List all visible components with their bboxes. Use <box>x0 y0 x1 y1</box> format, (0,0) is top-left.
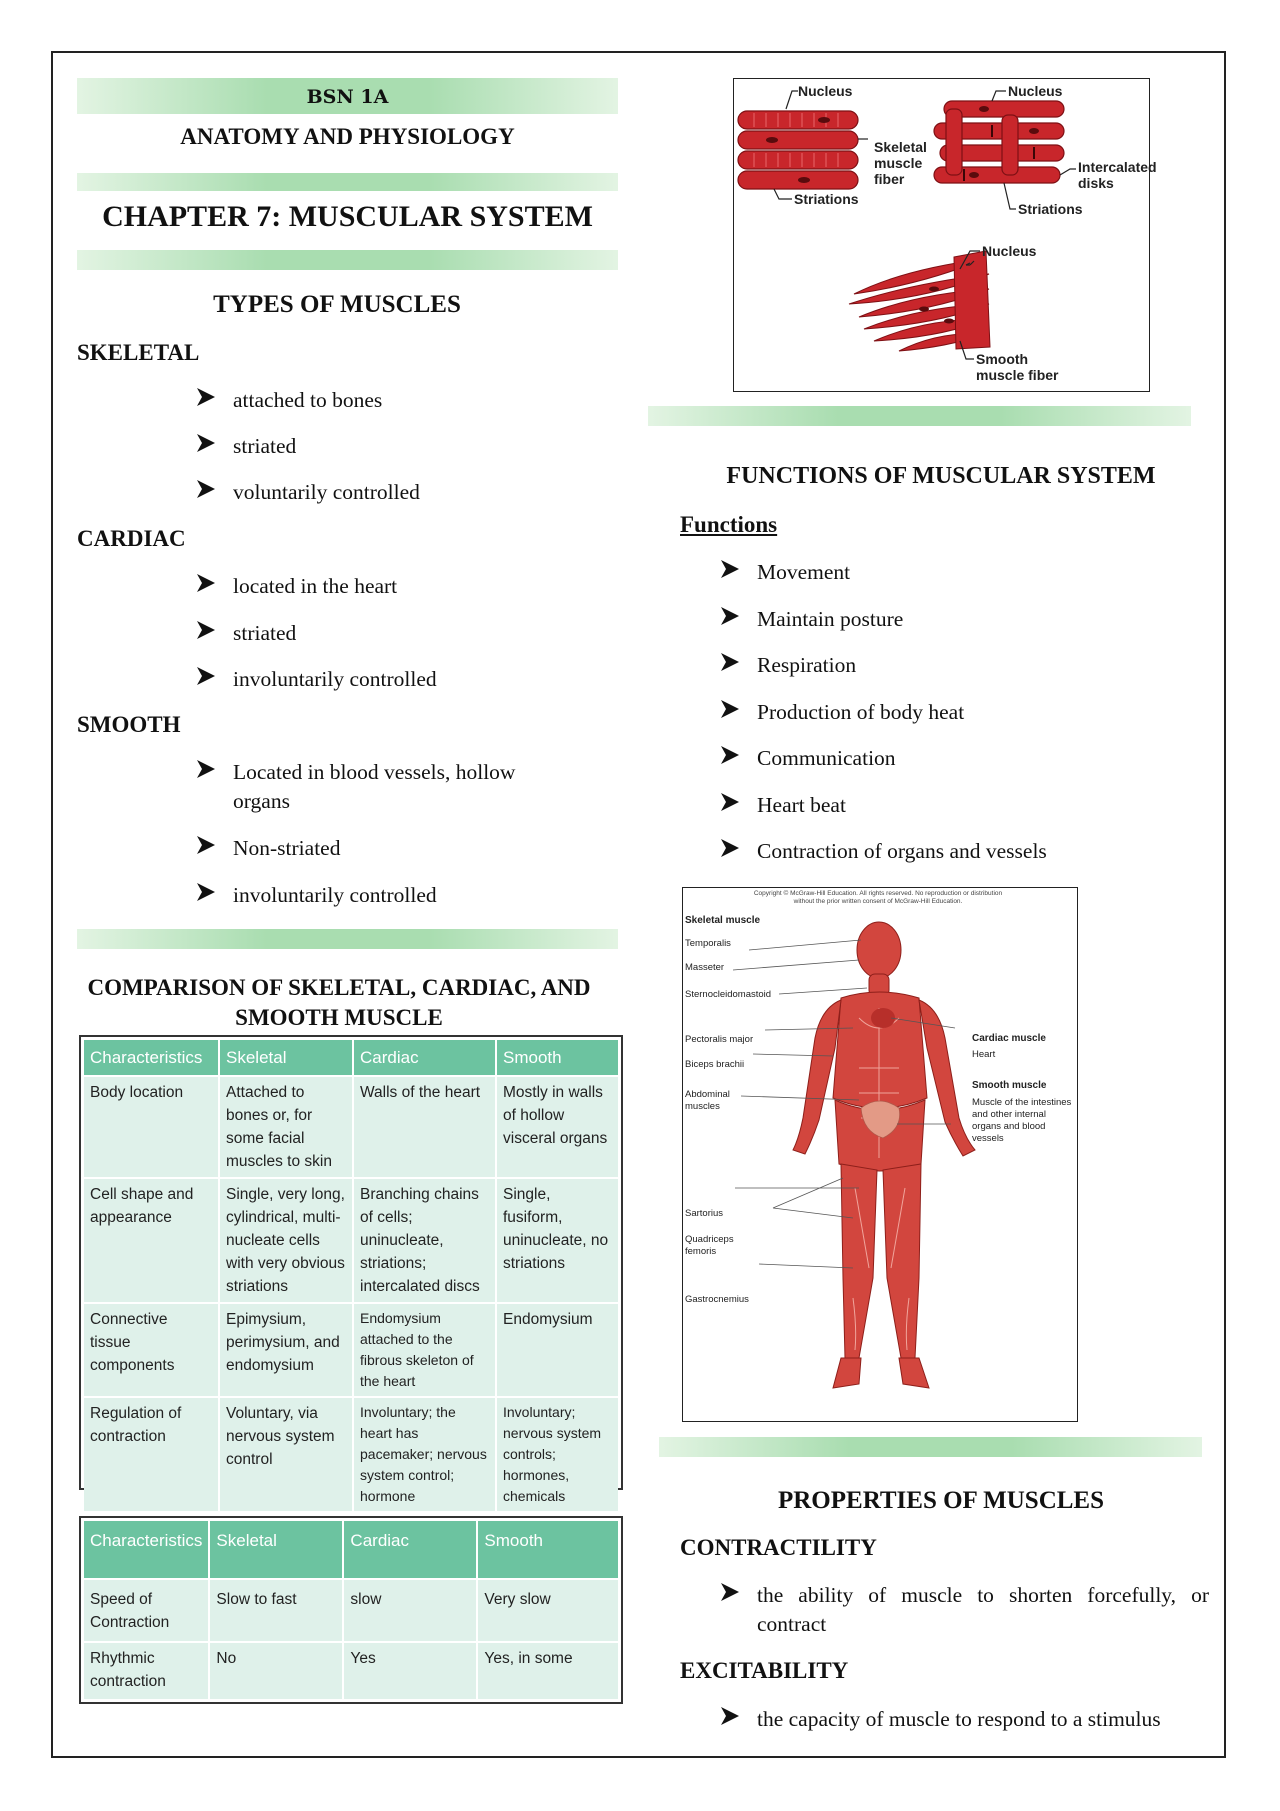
table-cell: Endomysium <box>496 1303 618 1397</box>
table-row <box>84 1642 618 1699</box>
table-cell: Yes, in some <box>477 1642 618 1699</box>
arrow-bullet-icon <box>195 834 217 856</box>
list-item: Non-striated <box>195 834 575 863</box>
table-cell: Speed of Contraction <box>84 1579 209 1642</box>
functions-title: FUNCTIONS OF MUSCULAR SYSTEM <box>726 463 1156 489</box>
arrow-bullet-icon <box>719 605 741 627</box>
label-skeletal-fiber: Skeletal muscle fiber <box>874 139 927 187</box>
list-item: Heart beat <box>719 791 1199 820</box>
label-masseter: Masseter <box>685 962 725 973</box>
label-smooth-fiber: Smooth muscle fiber <box>976 351 1059 383</box>
properties-title: PROPERTIES OF MUSCLES <box>777 1487 1105 1514</box>
table-header: Smooth <box>477 1521 618 1579</box>
table-header: Skeletal <box>209 1521 343 1579</box>
label-nucleus-skeletal: Nucleus <box>798 83 853 99</box>
label-heart: Heart <box>972 1049 996 1060</box>
label-gastrocnemius: Gastrocnemius <box>685 1294 749 1305</box>
table-cell: Attached to bones or, for some facial muscles to skin <box>219 1076 353 1178</box>
table-cell: Body location <box>84 1076 219 1178</box>
label-quadriceps-femoris: Quadriceps femoris <box>685 1234 734 1257</box>
table-cell: Slow to fast <box>209 1579 343 1642</box>
list-item: the capacity of muscle to respond to a stimulus <box>719 1705 1219 1734</box>
comparison-title-line1: COMPARISON OF SKELETAL, CARDIAC, AND <box>87 975 591 1000</box>
functions-subheading: Functions <box>680 512 778 537</box>
table-row <box>84 1303 618 1397</box>
arrow-bullet-icon <box>195 665 217 687</box>
list-item: Respiration <box>719 651 1199 680</box>
arrow-bullet-icon <box>195 432 217 454</box>
comparison-table-1 <box>79 1035 623 1504</box>
label-abdominal-muscles: Abdominal muscles <box>685 1089 730 1112</box>
types-title: TYPES OF MUSCLES <box>213 291 461 318</box>
label-intercalated-disks: Intercalated disks <box>1078 159 1157 191</box>
label-striations-cardiac: Striations <box>1018 201 1083 217</box>
course-label: BSN 1A <box>306 86 389 108</box>
list-item: Communication <box>719 744 1199 773</box>
arrow-bullet-icon <box>195 758 217 780</box>
section-band-types <box>77 929 618 949</box>
table-header: Cardiac <box>343 1521 477 1579</box>
table-header: Smooth <box>496 1040 618 1076</box>
label-striations-skeletal: Striations <box>794 191 859 207</box>
table-cell: No <box>209 1642 343 1699</box>
arrow-bullet-icon <box>719 558 741 580</box>
list-item: Movement <box>719 558 1199 587</box>
copyright-note: Copyright © McGraw-Hill Education. All rights reserved. No reproduction or distribution without the prior written consent of McGraw-Hill Education. <box>753 890 1003 905</box>
muscle-fibers-figure <box>733 78 1157 392</box>
table-cell: Connective tissue components <box>84 1303 219 1397</box>
arrow-bullet-icon <box>195 619 217 641</box>
skeletal-heading: SKELETAL <box>77 340 200 365</box>
table-cell: Rhythmic contraction <box>84 1642 209 1699</box>
list-item: the ability of muscle to shorten forcefully, or contract <box>719 1581 1209 1639</box>
arrow-bullet-icon <box>195 881 217 903</box>
label-cardiac-muscle: Cardiac muscle <box>972 1033 1046 1044</box>
label-pectoralis-major: Pectoralis major <box>685 1034 754 1045</box>
table-cell: Regulation of contraction <box>84 1397 219 1511</box>
smooth-heading: SMOOTH <box>77 712 181 737</box>
comparison-title-line2: SMOOTH MUSCLE <box>235 1005 443 1030</box>
list-item: voluntarily controlled <box>195 478 575 507</box>
label-nucleus-smooth: Nucleus <box>982 243 1037 259</box>
table-cell: Epimysium, perimysium, and endomysium <box>219 1303 353 1397</box>
list-item: attached to bones <box>195 386 575 415</box>
table-header: Skeletal <box>219 1040 353 1076</box>
arrow-bullet-icon <box>195 386 217 408</box>
header-band-3 <box>77 250 618 270</box>
list-item: Contraction of organs and vessels <box>719 837 1199 866</box>
section-band-figure <box>648 406 1191 426</box>
arrow-bullet-icon <box>195 572 217 594</box>
table-header: Cardiac <box>353 1040 496 1076</box>
chapter-title: CHAPTER 7: MUSCULAR SYSTEM <box>102 200 593 233</box>
table-row <box>84 1076 618 1178</box>
arrow-bullet-icon <box>719 837 741 859</box>
list-item: involuntarily controlled <box>195 881 575 910</box>
muscular-body-figure <box>682 887 1078 1422</box>
list-item: involuntarily controlled <box>195 665 575 694</box>
label-sternocleidomastoid: Sternocleidomastoid <box>685 989 772 1000</box>
contractility-heading: CONTRACTILITY <box>680 1535 877 1560</box>
table-cell: Very slow <box>477 1579 618 1642</box>
section-band-properties <box>659 1437 1202 1457</box>
list-item: located in the heart <box>195 572 575 601</box>
comparison-table-2 <box>79 1516 623 1704</box>
table-cell: Mostly in walls of hollow visceral organs <box>496 1076 618 1178</box>
label-smooth-muscle: Smooth muscle <box>972 1080 1047 1091</box>
label-skeletal-muscle: Skeletal muscle <box>685 915 761 926</box>
arrow-bullet-icon <box>195 478 217 500</box>
label-temporalis: Temporalis <box>685 938 731 949</box>
table-cell: Endomysium attached to the fibrous skeleton of the heart <box>353 1303 496 1397</box>
table-cell: Involuntary; the heart has pacemaker; nervous system control; hormone <box>353 1397 496 1511</box>
arrow-bullet-icon <box>719 1705 741 1727</box>
label-biceps-brachii: Biceps brachii <box>685 1059 745 1070</box>
arrow-bullet-icon <box>719 651 741 673</box>
list-item: Located in blood vessels, hollow organs <box>195 758 575 816</box>
arrow-bullet-icon <box>719 698 741 720</box>
table-row <box>84 1397 618 1511</box>
excitability-heading: EXCITABILITY <box>680 1658 849 1683</box>
list-item: striated <box>195 432 575 461</box>
table-cell: Single, very long, cylindrical, multi-nucleate cells with very obvious striations <box>219 1178 353 1303</box>
list-item: striated <box>195 619 575 648</box>
table-cell: Voluntary, via nervous system control <box>219 1397 353 1511</box>
table-cell: slow <box>343 1579 477 1642</box>
table-cell: Cell shape and appearance <box>84 1178 219 1303</box>
arrow-bullet-icon <box>719 1581 741 1603</box>
table-header: Characteristics <box>84 1521 209 1579</box>
label-nucleus-cardiac: Nucleus <box>1008 83 1063 99</box>
table-cell: Yes <box>343 1642 477 1699</box>
subject-title: ANATOMY AND PHYSIOLOGY <box>180 124 515 149</box>
table-cell: Branching chains of cells; uninucleate, striations; intercalated discs <box>353 1178 496 1303</box>
table-cell: Single, fusiform, uninucleate, no striations <box>496 1178 618 1303</box>
table-header: Characteristics <box>84 1040 219 1076</box>
muscle-fibers-illustration <box>734 79 1148 390</box>
label-sartorius: Sartorius <box>685 1208 724 1219</box>
label-smooth-muscle-description: Muscle of the intestines and other internal organs and blood vessels <box>972 1097 1072 1144</box>
arrow-bullet-icon <box>719 791 741 813</box>
list-item: Production of body heat <box>719 698 1199 727</box>
list-item: Maintain posture <box>719 605 1199 634</box>
table-cell: Involuntary; nervous system controls; hormones, chemicals <box>496 1397 618 1511</box>
header-band-2 <box>77 173 618 191</box>
table-cell: Walls of the heart <box>353 1076 496 1178</box>
table-row <box>84 1579 618 1642</box>
cardiac-heading: CARDIAC <box>77 526 186 551</box>
arrow-bullet-icon <box>719 744 741 766</box>
muscular-body-illustration <box>683 888 1076 1420</box>
table-row <box>84 1178 618 1303</box>
